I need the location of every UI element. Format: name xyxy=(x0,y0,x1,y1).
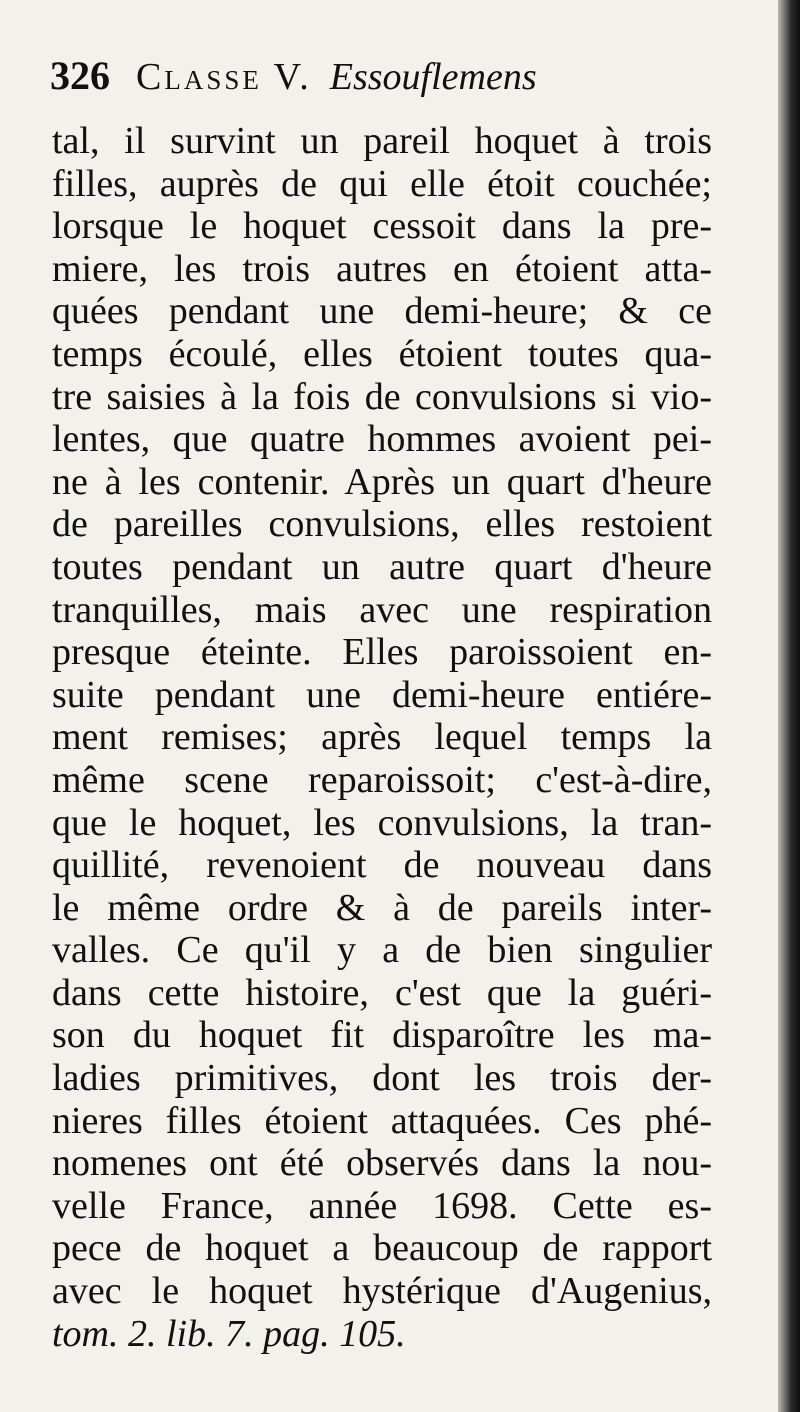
page-gutter xyxy=(778,0,800,1412)
text-line: même scene reparoissoit; c'est-à-dire, xyxy=(52,758,712,801)
page-number: 326 xyxy=(50,53,110,98)
text-line: lentes, que quatre hommes avoient pei- xyxy=(52,418,712,461)
text-line: presque éteinte. Elles paroissoient en- xyxy=(52,631,712,674)
text-line: toutes pendant un autre quart d'heure xyxy=(52,545,712,588)
body-text xyxy=(52,120,712,1355)
text-line: suite pendant une demi-heure entiére- xyxy=(52,673,712,716)
classe-heading: Classe V. xyxy=(136,56,312,98)
running-head xyxy=(50,52,710,108)
text-line: que le hoquet, les convulsions, la tran- xyxy=(52,801,712,844)
text-line: quillité, revenoient de nouveau dans xyxy=(52,844,712,887)
text-line: velle France, année 1698. Cette es- xyxy=(52,1184,712,1227)
text-line: temps écoulé, elles étoient toutes qua- xyxy=(52,332,712,375)
text-line: miere, les trois autres en étoient atta- xyxy=(52,247,712,290)
text-line: lorsque le hoquet cessoit dans la pre- xyxy=(52,205,712,248)
text-line: ladies primitives, dont les trois der- xyxy=(52,1057,712,1100)
text-line: filles, auprès de qui elle étoit couchée; xyxy=(52,162,712,205)
text-line: ne à les contenir. Après un quart d'heure xyxy=(52,460,712,503)
text-line: le même ordre & à de pareils inter- xyxy=(52,886,712,929)
text-line: pece de hoquet a beaucoup de rapport xyxy=(52,1227,712,1270)
text-line: tre saisies à la fois de convulsions si vio- xyxy=(52,375,712,418)
text-line: nomenes ont été observés dans la nou- xyxy=(52,1142,712,1185)
text-line: dans cette histoire, c'est que la guéri- xyxy=(52,971,712,1014)
text-line: quées pendant une demi-heure; & ce xyxy=(52,290,712,333)
text-line: nieres filles étoient attaquées. Ces phé- xyxy=(52,1099,712,1142)
text-line: de pareilles convulsions, elles restoient xyxy=(52,503,712,546)
text-line: son du hoquet fit disparoître les ma- xyxy=(52,1014,712,1057)
text-line: tranquilles, mais avec une respiration xyxy=(52,588,712,631)
text-line: tal, il survint un pareil hoquet à trois xyxy=(52,120,712,162)
text-line: valles. Ce qu'il y a de bien singulier xyxy=(52,929,712,972)
text-line: avec le hoquet hystérique d'Augenius, xyxy=(52,1270,712,1313)
text-line: ment remises; après lequel temps la xyxy=(52,716,712,759)
citation-line: tom. 2. lib. 7. pag. 105. xyxy=(52,1312,406,1355)
section-title: Essouflemens xyxy=(329,56,537,98)
